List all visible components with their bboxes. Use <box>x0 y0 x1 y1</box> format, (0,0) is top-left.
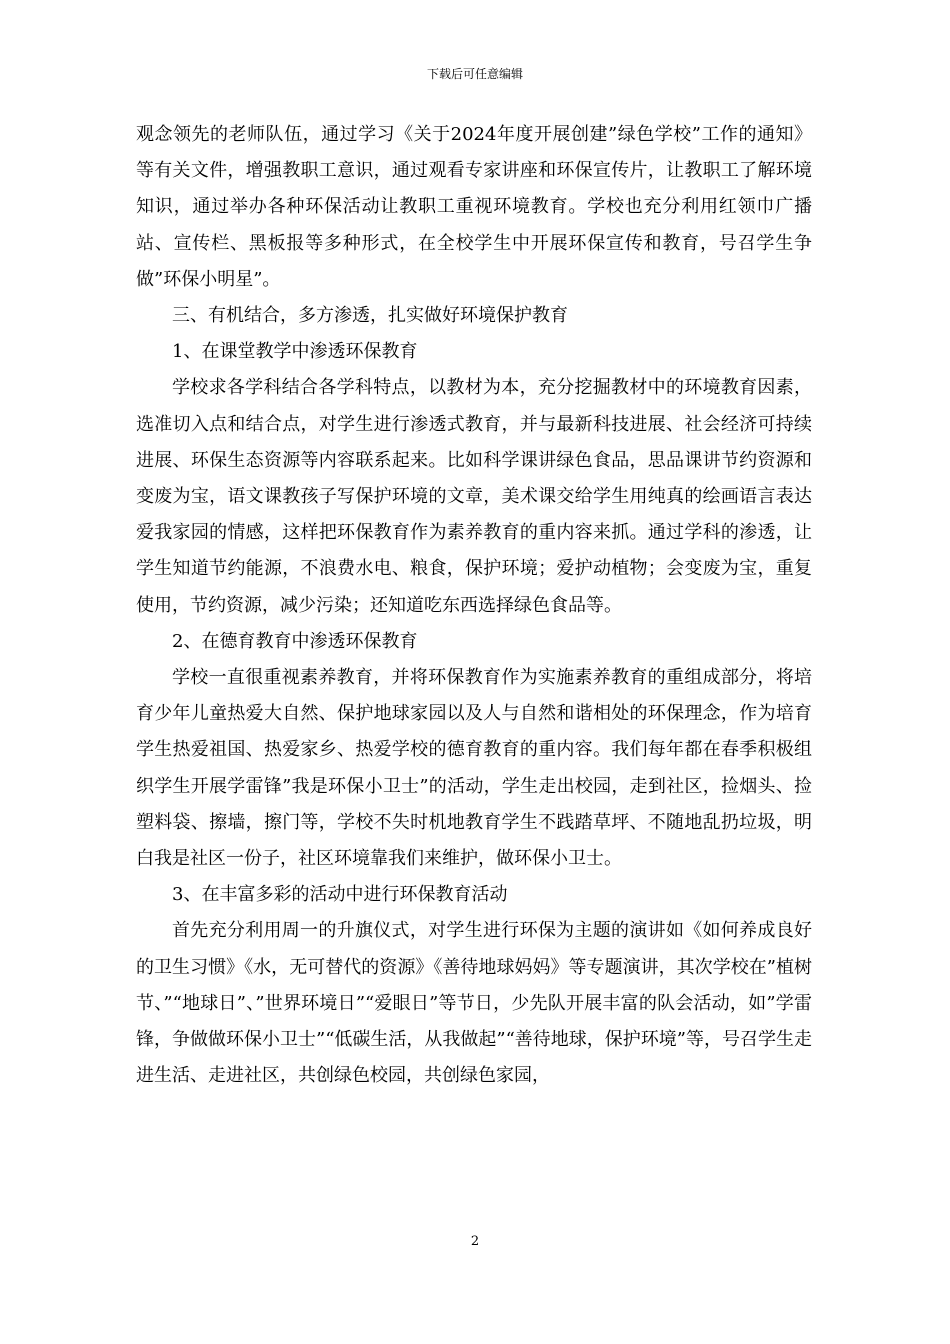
paragraph-moral: 学校一直很重视素养教育，并将环保教育作为实施素养教育的重组成部分，将培育少年儿童热爱大自然、保护地球家园以及人与自然和谐相处的环保理念，作为培育学生热爱祖国、热爱家乡、热爱学校的德育教育的重内容。我们每年都在春季积极组织学生开展学雷锋”我是环保小卫士”的活动，学生走出校园，走到社区，捡烟头、捡塑料袋、擦墙，擦门等，学校不失时机地教育学生不践踏草坪、不随地乱扔垃圾，明白我是社区一份子，社区环境靠我们来维护，做环保小卫士。 <box>136 667 812 870</box>
paragraph-activities: 首先充分利用周一的升旗仪式，对学生进行环保为主题的演讲如《如何养成良好的卫生习惯》《水，无可替代的资源》《善待地球妈妈》等专题演讲，其次学校在”植树节、”“地球日”、”世界环境日”“爱眼日”等节日，少先队开展丰富的队会活动，如”学雷锋，争做做环保小卫士”“低碳生活，从我做起”“善待地球，保护环境”等，号召学生走进生活、走进社区，共创绿色校园，共创绿色家园， <box>136 920 813 1087</box>
subheading-activities: 3、在丰富多彩的活动中进行环保教育活动 <box>172 884 508 906</box>
document-body <box>136 117 812 1094</box>
subheading-classroom: 1、在课堂教学中渗透环保教育 <box>172 341 418 363</box>
subheading-moral: 2、在德育教育中渗透环保教育 <box>172 630 418 652</box>
page-number: 2 <box>470 1234 480 1249</box>
page-header: 下载后可任意编辑 <box>426 67 523 81</box>
paragraph-classroom: 学校求各学科结合各学科特点，以教材为本，充分挖掘教材中的环境教育因素，选准切入点和结合点，对学生进行渗透式教育，并与最新科技进展、社会经济可持续进展、环保生态资源等内容联系起来。比如科学课讲绿色食品，思品课讲节约资源和变废为宝，语文课教孩子写保护环境的文章，美术课交给学生用纯真的绘画语言表达爱我家园的情感，这样把环保教育作为素养教育的重内容来抓。通过学科的渗透，让学生知道节约能源，不浪费水电、粮食，保护环境；爱护动植物；会变废为宝，重复使用，节约资源，减少污染；还知道吃东西选择绿色食品等。 <box>136 377 812 616</box>
section-heading-3: 三、有机结合，多方渗透，扎实做好环境保护教育 <box>172 305 568 327</box>
paragraph-1: 观念领先的老师队伍，通过学习《关于2024年度开展创建”绿色学校”工作的通知》等有关文件，增强教职工意识，通过观看专家讲座和环保宣传片，让教职工了解环境知识，通过举办各种环保活动让教职工重视环境教育。学校也充分利用红领巾广播站、宣传栏、黑板报等多种形式，在全校学生中开展环保宣传和教育，号召学生争做”环保小明星”。 <box>136 124 812 290</box>
